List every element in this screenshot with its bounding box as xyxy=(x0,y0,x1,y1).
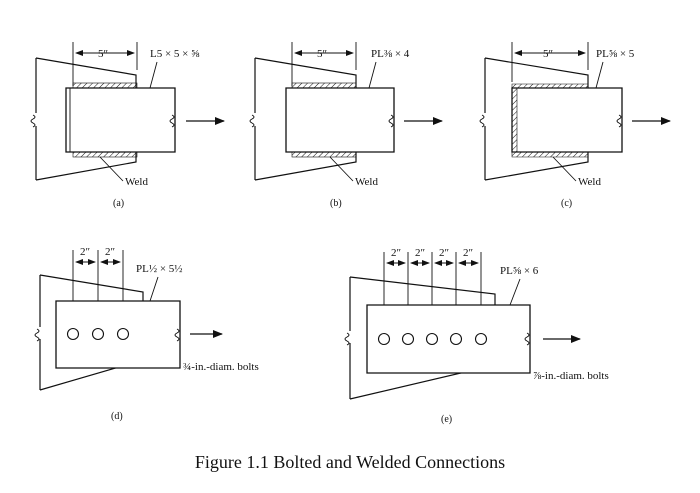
bolt-d-1 xyxy=(68,329,79,340)
spacing-e-2: 2″ xyxy=(415,247,426,259)
bolt-spacing-e xyxy=(384,247,481,305)
member-label-e: PL⅝ × 6 xyxy=(500,265,539,277)
panel-label-c: (c) xyxy=(561,198,573,209)
panel-label-e: (e) xyxy=(441,414,453,425)
panel-label-d: (d) xyxy=(111,411,123,422)
bolt-d-3 xyxy=(118,329,129,340)
member-label-b: PL⅜ × 4 xyxy=(371,48,410,60)
panel-d xyxy=(35,246,259,422)
dim-label-a: 5″ xyxy=(98,48,109,60)
dimension-a xyxy=(73,42,137,86)
spacing-d-1: 2″ xyxy=(80,246,91,258)
weld-leader-a xyxy=(100,157,123,181)
panel-label-b: (b) xyxy=(330,198,342,209)
member-leader-e xyxy=(510,279,520,305)
spacing-d-2: 2″ xyxy=(105,246,116,258)
member-leader-d xyxy=(150,277,158,301)
spacing-e-3: 2″ xyxy=(439,247,450,259)
weld-label-a: Weld xyxy=(125,176,148,188)
bolt-spacing-d xyxy=(73,246,123,301)
dim-label-b: 5″ xyxy=(317,48,328,60)
bolt-e-1 xyxy=(379,334,390,345)
member-label-c: PL⅝ × 5 xyxy=(596,48,635,60)
bolt-e-2 xyxy=(403,334,414,345)
weld-label-c: Weld xyxy=(578,176,601,188)
weld-bottom-b xyxy=(292,152,356,157)
member-leader-c xyxy=(596,62,603,88)
spacing-e-4: 2″ xyxy=(463,247,474,259)
weld-leader-b xyxy=(330,157,353,181)
plate-member-e xyxy=(367,305,530,373)
panel-c xyxy=(480,42,670,209)
weld-top-a xyxy=(73,83,137,88)
weld-label-b: Weld xyxy=(355,176,378,188)
member-leader-b xyxy=(369,62,376,88)
panel-e xyxy=(345,247,609,425)
weld-bottom-a xyxy=(73,152,137,157)
spacing-e-1: 2″ xyxy=(391,247,402,259)
bolt-label-d: ¾-in.-diam. bolts xyxy=(183,361,259,373)
bolt-e-4 xyxy=(451,334,462,345)
bolt-label-e: ⅞-in.-diam. bolts xyxy=(533,370,609,382)
dim-label-c: 5″ xyxy=(543,48,554,60)
member-leader-a xyxy=(150,62,157,88)
weld-top-b xyxy=(292,83,356,88)
member-label-d: PL½ × 5½ xyxy=(136,263,183,275)
plate-member-c xyxy=(512,88,622,152)
dimension-c xyxy=(512,42,588,82)
weld-leader-c xyxy=(553,157,576,181)
panel-b xyxy=(250,42,442,209)
bolt-d-2 xyxy=(93,329,104,340)
angle-member-a xyxy=(66,88,175,152)
panel-a xyxy=(31,42,224,209)
figure-caption: Figure 1.1 Bolted and Welded Connections xyxy=(194,452,506,472)
dimension-b xyxy=(292,42,356,86)
bolt-e-3 xyxy=(427,334,438,345)
member-label-a: L5 × 5 × ⅝ xyxy=(150,48,200,60)
panel-label-a: (a) xyxy=(113,198,125,209)
bolt-e-5 xyxy=(476,334,487,345)
plate-member-b xyxy=(286,88,394,152)
